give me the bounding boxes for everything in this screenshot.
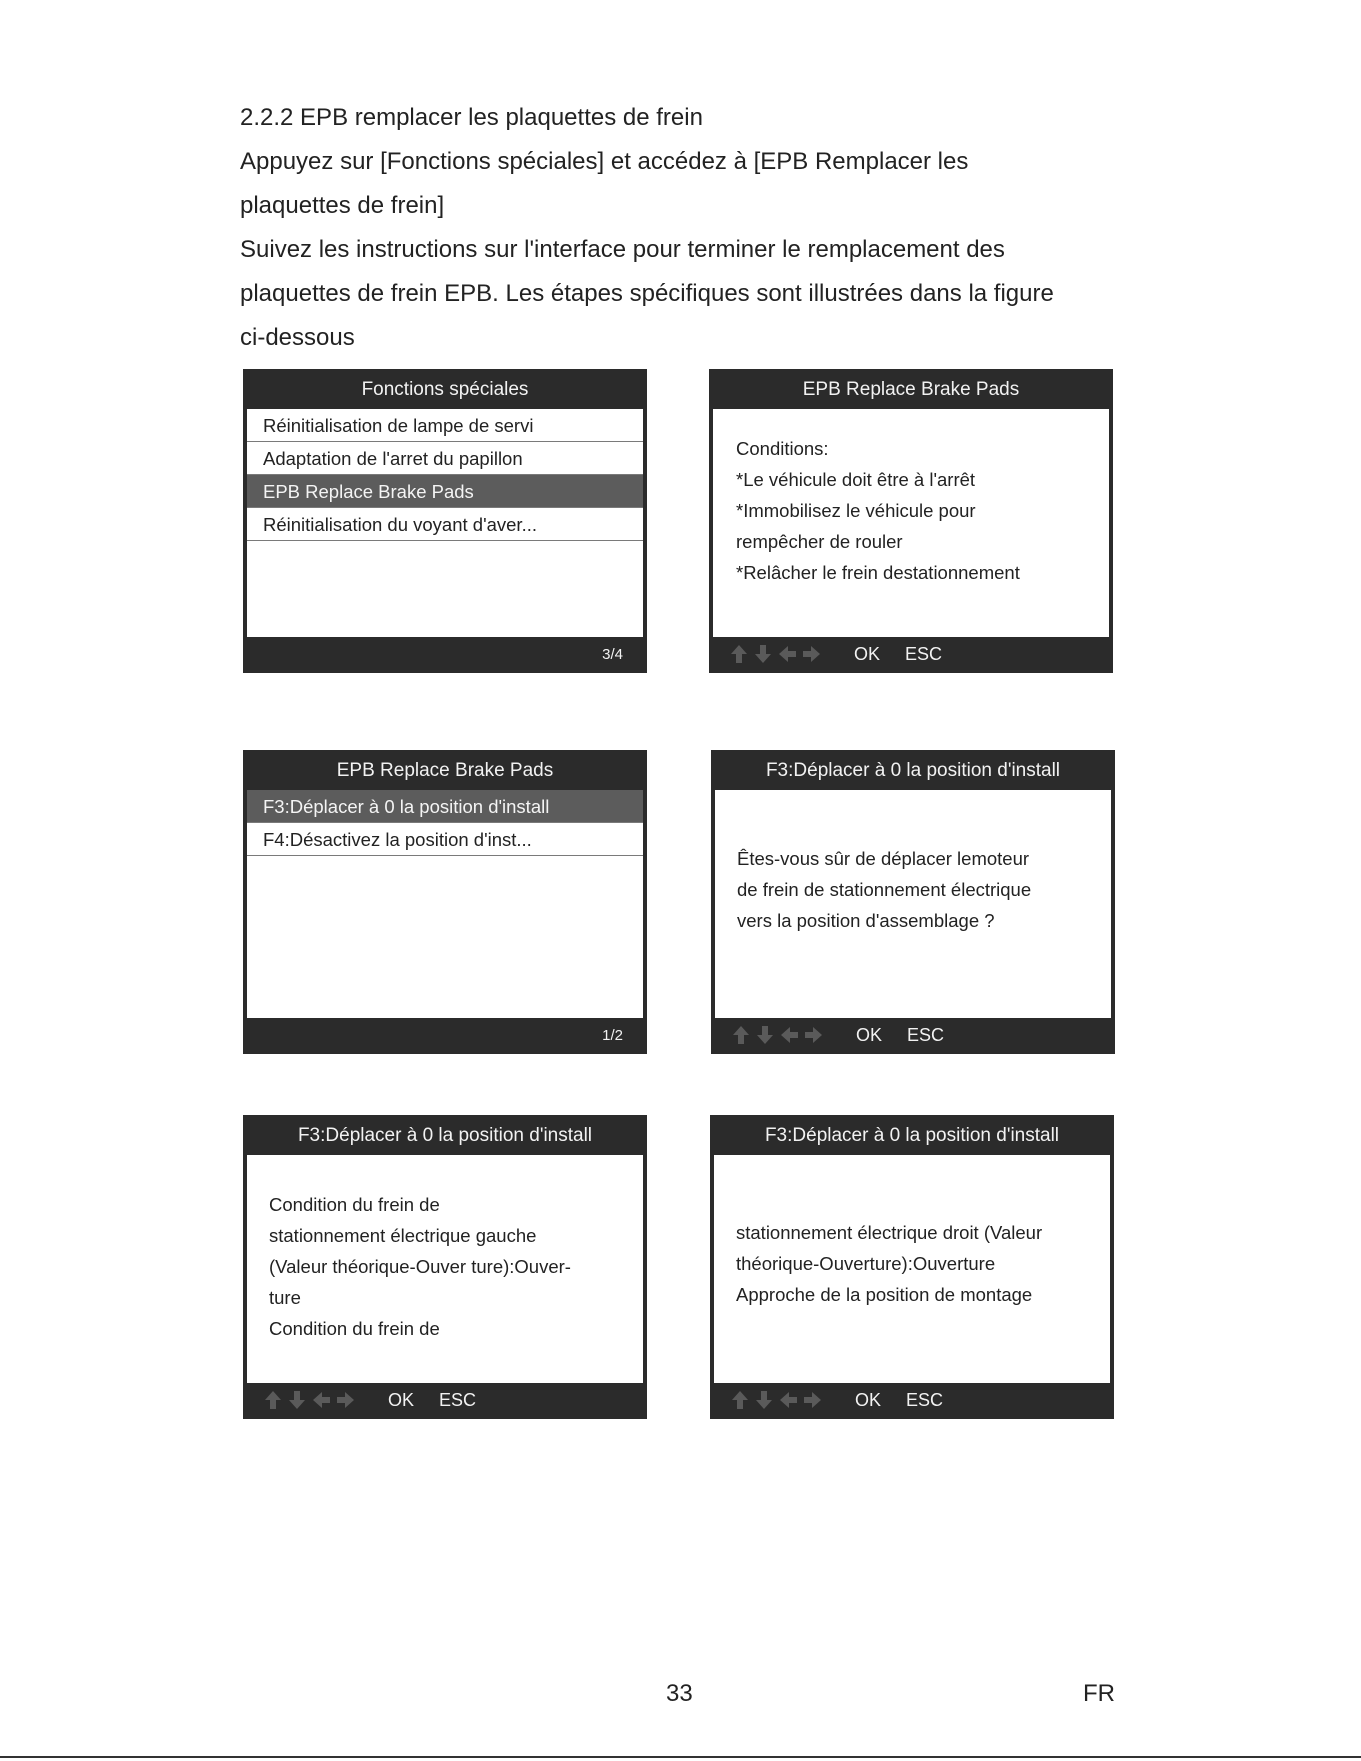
message-text — [269, 1189, 571, 1344]
screen-footer — [712, 1383, 1112, 1417]
screen-footer — [713, 1018, 1113, 1052]
arrow-left-icon[interactable] — [779, 1024, 799, 1046]
message-line: *Le véhicule doit être à l'arrêt — [736, 469, 976, 490]
nav-arrows — [263, 1389, 355, 1411]
message-line: Condition du frein de — [269, 1318, 440, 1339]
arrow-left-icon[interactable] — [777, 643, 797, 665]
ok-button[interactable]: OK — [856, 1025, 883, 1045]
message-line: stationnement électrique gauche — [269, 1225, 537, 1246]
screen-title: F3:Déplacer à 0 la position d'install — [764, 1125, 1060, 1146]
message-line: stationnement électrique droit (Valeur — [736, 1222, 1043, 1243]
intro-line-3: Suivez les instructions sur l'interface pour terminer le remplacement des — [240, 236, 1005, 263]
screen-special-functions — [243, 369, 647, 673]
menu-list — [247, 409, 643, 637]
message-text — [737, 843, 1031, 936]
menu-item-f3-move-install-position[interactable]: F3:Déplacer à 0 la position d'install — [247, 790, 643, 823]
menu-item-epb-replace-brake-pads[interactable]: EPB Replace Brake Pads — [247, 475, 643, 508]
nav-arrows — [731, 1024, 823, 1046]
message-area — [713, 409, 1109, 637]
message-line: Condition du frein de — [269, 1194, 440, 1215]
arrow-down-icon[interactable] — [755, 1024, 775, 1046]
esc-button[interactable]: ESC — [439, 1390, 477, 1410]
message-line: rempêcher de rouler — [736, 531, 903, 552]
ok-button[interactable]: OK — [854, 644, 881, 664]
screen-footer — [245, 1018, 645, 1052]
message-text — [736, 1217, 1042, 1310]
screen-f3-right-status — [710, 1115, 1114, 1419]
menu-item-warning-light-reset[interactable]: Réinitialisation du voyant d'aver... — [247, 508, 643, 541]
screen-title: Fonctions spéciales — [361, 379, 529, 400]
intro-line-2: plaquettes de frein] — [240, 192, 445, 219]
arrow-left-icon[interactable] — [778, 1389, 798, 1411]
arrow-right-icon[interactable] — [802, 1389, 822, 1411]
screen-title: EPB Replace Brake Pads — [802, 379, 1020, 400]
menu-item-service-lamp-reset[interactable]: Réinitialisation de lampe de servi — [247, 409, 643, 442]
message-line: ture — [269, 1287, 301, 1308]
menu-item-throttle-adaptation[interactable]: Adaptation de l'arret du papillon — [247, 442, 643, 475]
screen-epb-conditions — [709, 369, 1113, 673]
page-counter: 3/4 — [602, 646, 623, 663]
nav-arrows — [729, 643, 821, 665]
intro-line-1: Appuyez sur [Fonctions spéciales] et accédez à [EPB Remplacer les — [240, 148, 969, 175]
arrow-right-icon[interactable] — [801, 643, 821, 665]
arrow-right-icon[interactable] — [335, 1389, 355, 1411]
intro-text — [240, 96, 1140, 360]
message-text — [736, 433, 1020, 588]
message-line: de frein de stationnement électrique — [737, 879, 1032, 900]
arrow-down-icon[interactable] — [754, 1389, 774, 1411]
screen-footer — [245, 1383, 645, 1417]
ok-button[interactable]: OK — [855, 1390, 882, 1410]
arrow-down-icon[interactable] — [753, 643, 773, 665]
message-line: *Immobilisez le véhicule pour — [736, 500, 976, 521]
message-line: Approche de la position de montage — [736, 1284, 1033, 1305]
screen-title: F3:Déplacer à 0 la position d'install — [297, 1125, 593, 1146]
intro-line-5: ci-dessous — [240, 324, 355, 351]
ok-button[interactable]: OK — [388, 1390, 415, 1410]
esc-button[interactable]: ESC — [906, 1390, 944, 1410]
message-area — [247, 1155, 643, 1383]
arrow-up-icon[interactable] — [731, 1024, 751, 1046]
language-label: FR — [1083, 1680, 1115, 1707]
arrow-up-icon[interactable] — [263, 1389, 283, 1411]
screen-title: F3:Déplacer à 0 la position d'install — [765, 760, 1061, 781]
page-number: 33 — [666, 1680, 693, 1707]
arrow-up-icon[interactable] — [730, 1389, 750, 1411]
arrow-up-icon[interactable] — [729, 643, 749, 665]
arrow-right-icon[interactable] — [803, 1024, 823, 1046]
message-line: théorique-Ouverture):Ouverture — [736, 1253, 996, 1274]
arrow-left-icon[interactable] — [311, 1389, 331, 1411]
message-line: Êtes-vous sûr de déplacer lemoteur — [737, 848, 1030, 869]
message-area — [714, 1155, 1110, 1383]
screen-f3-confirmation — [711, 750, 1115, 1054]
message-line: *Relâcher le frein destationnement — [736, 562, 1020, 583]
intro-line-4: plaquettes de frein EPB. Les étapes spécifiques sont illustrées dans la figure — [240, 280, 1054, 307]
nav-arrows — [730, 1389, 822, 1411]
menu-item-f4-disable-install-position[interactable]: F4:Désactivez la position d'inst... — [247, 823, 643, 856]
section-heading: 2.2.2 EPB remplacer les plaquettes de frein — [240, 104, 703, 131]
screen-epb-function-menu — [243, 750, 647, 1054]
menu-list — [247, 790, 643, 1018]
screen-footer — [711, 637, 1111, 671]
arrow-down-icon[interactable] — [287, 1389, 307, 1411]
esc-button[interactable]: ESC — [905, 644, 943, 664]
message-line: Conditions: — [736, 438, 829, 459]
message-line: vers la position d'assemblage ? — [737, 910, 995, 931]
message-line: (Valeur théorique-Ouver ture):Ouver- — [269, 1256, 571, 1277]
screen-footer — [245, 637, 645, 671]
page-counter: 1/2 — [602, 1027, 623, 1044]
screen-f3-left-status — [243, 1115, 647, 1419]
esc-button[interactable]: ESC — [907, 1025, 945, 1045]
bottom-divider — [0, 1756, 1361, 1758]
message-area — [715, 790, 1111, 1018]
screen-title: EPB Replace Brake Pads — [336, 760, 554, 781]
